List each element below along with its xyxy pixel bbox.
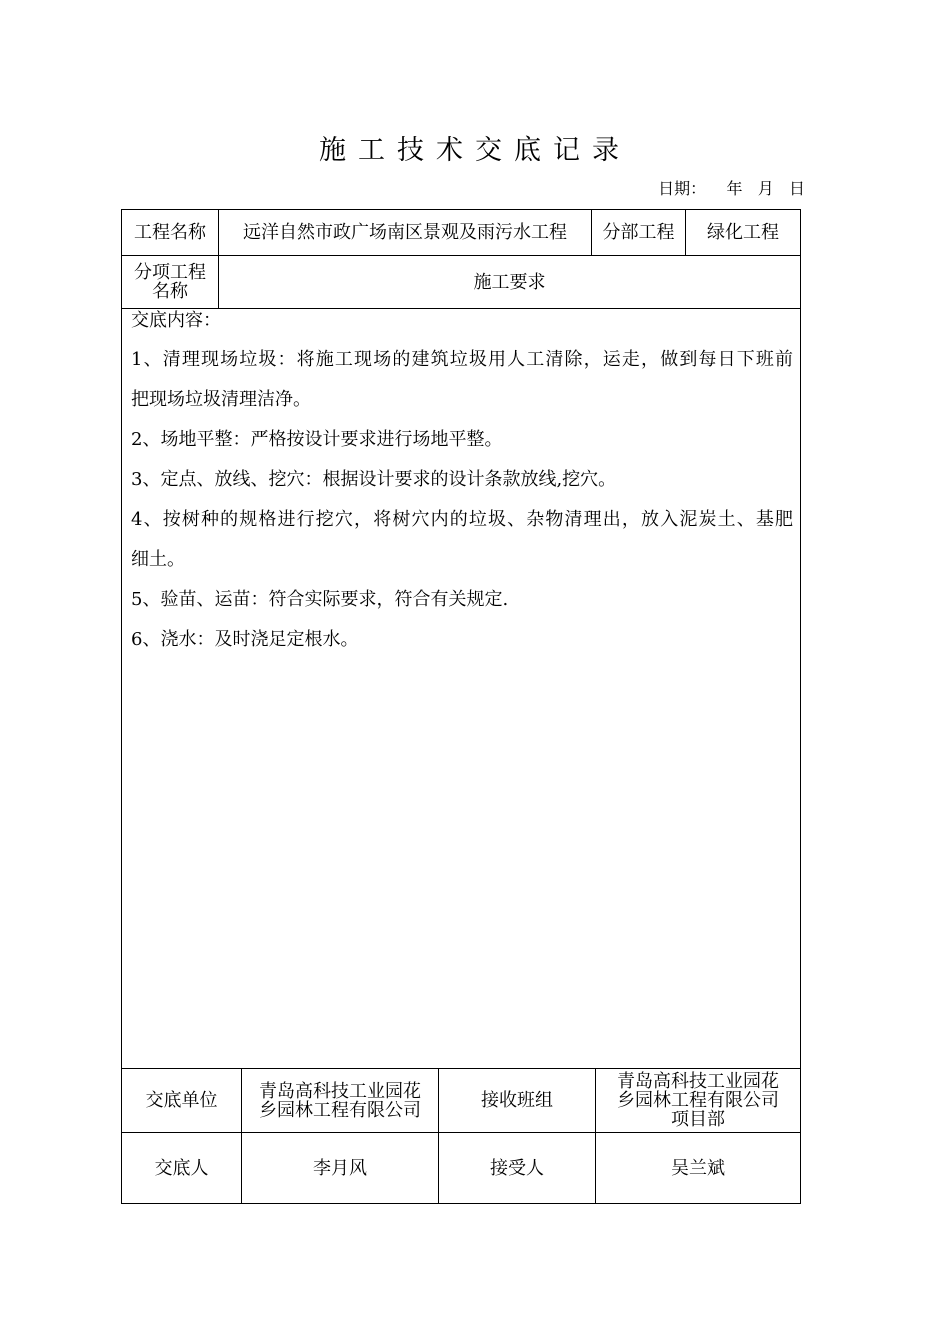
team-value-line3: 项目部 <box>671 1109 725 1130</box>
team-value <box>596 1069 800 1132</box>
subitem-value: 施工要求 <box>473 271 546 293</box>
presenter-label: 交底人 <box>154 1157 209 1179</box>
receiver-label: 接受人 <box>490 1157 544 1179</box>
content-line: 6、浇水：及时浇足定根水。 <box>131 629 359 650</box>
presenter-value: 李月风 <box>313 1157 367 1179</box>
division-value: 绿化工程 <box>707 222 779 243</box>
date-field: 日期： 年 月 日 <box>658 179 805 198</box>
content-line: 1、清理现场垃圾：将施工现场的建筑垃圾用人工清除，运走，做到每日下班前 <box>131 349 793 370</box>
team-value-line2: 乡园林工程有限公司 <box>617 1090 779 1111</box>
content-line: 5、验苗、运苗：符合实际要求，符合有关规定. <box>131 589 509 610</box>
content-line: 2、场地平整：严格按设计要求进行场地平整。 <box>131 429 503 450</box>
content-line: 细土。 <box>131 549 185 570</box>
project-name-label: 工程名称 <box>134 222 206 243</box>
document-title: 施工技术交底记录 <box>319 135 631 166</box>
subitem-label <box>122 256 218 308</box>
unit-value-line2: 乡园林工程有限公司 <box>259 1099 421 1121</box>
content-line: 3、定点、放线、挖穴：根据设计要求的设计条款放线,挖穴。 <box>131 469 617 490</box>
team-value-line1: 青岛高科技工业园花 <box>617 1071 779 1092</box>
subitem-label-line1: 分项工程 <box>134 262 206 283</box>
team-label: 接收班组 <box>481 1090 553 1111</box>
briefing-content <box>131 310 793 660</box>
subitem-label-line2: 名称 <box>152 281 188 302</box>
unit-value-line1: 青岛高科技工业园花 <box>259 1080 421 1102</box>
division-label: 分部工程 <box>602 222 675 243</box>
unit-value <box>242 1069 438 1132</box>
content-heading: 交底内容： <box>131 310 221 331</box>
receiver-value: 吴兰斌 <box>671 1157 725 1179</box>
project-name-value: 远洋自然市政广场南区景观及雨污水工程 <box>243 222 567 243</box>
row2-divider <box>121 308 801 309</box>
content-line: 把现场垃圾清理洁净。 <box>131 389 311 410</box>
content-line: 4、按树种的规格进行挖穴，将树穴内的垃圾、杂物清理出，放入泥炭土、基肥 <box>131 509 793 530</box>
unit-label: 交底单位 <box>145 1090 218 1111</box>
